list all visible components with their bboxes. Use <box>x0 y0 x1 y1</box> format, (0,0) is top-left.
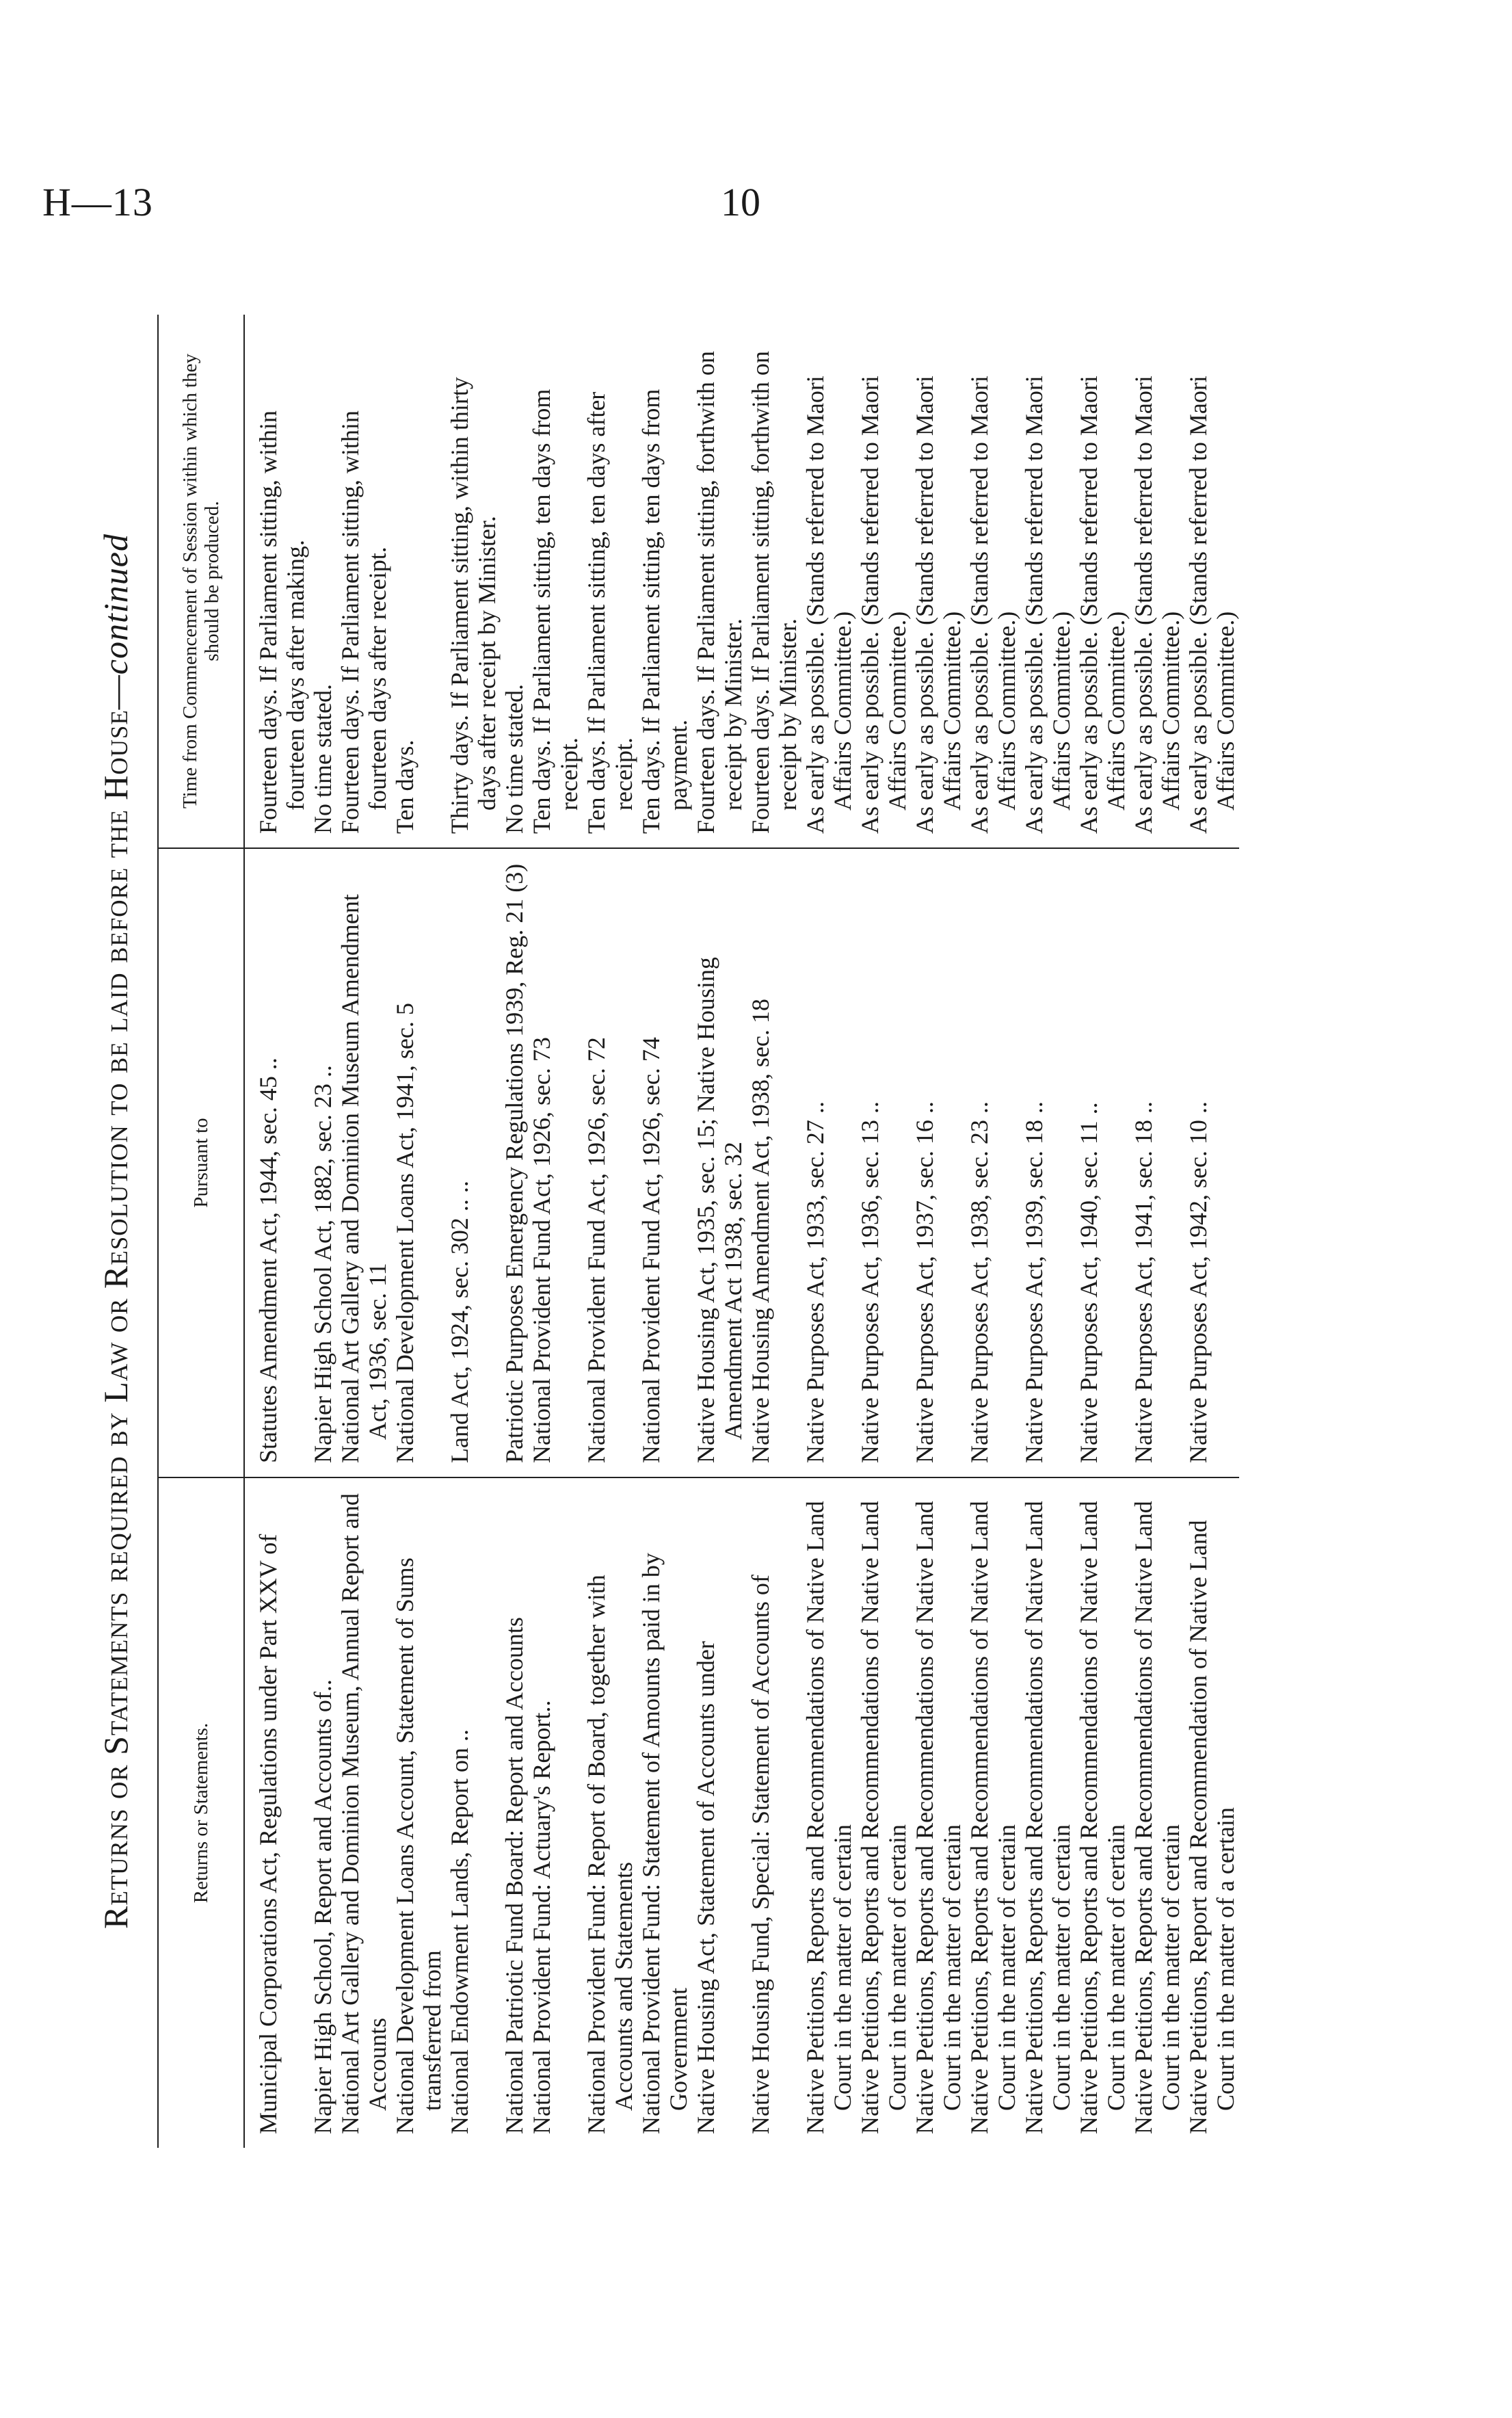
page-number: 10 <box>721 180 760 224</box>
cell-pursuant: Statutes Amendment Act, 1944, sec. 45 .. <box>244 848 309 1477</box>
cell-returns: National Provident Fund: Statement of Amounts paid in by Government <box>637 1553 692 2134</box>
cell-pursuant: National Provident Fund Act, 1926, sec. 73 <box>528 848 583 1477</box>
cell-pursuant: Native Housing Amendment Act, 1938, sec. 18 <box>747 848 801 1477</box>
cell-returns: National Provident Fund: Report of Board, together with Accounts and Statements <box>583 1575 637 2134</box>
table-row <box>1130 315 1184 2148</box>
cell-time: Fourteen days. If Parliament sitting, within fourteen days after receipt. <box>336 315 391 848</box>
cell-pursuant: Native Purposes Act, 1940, sec. 11 .. <box>1075 848 1130 1477</box>
cell-returns: Native Petitions, Reports and Recommendations of Native Land Court in the matter of certain <box>1075 1501 1130 2134</box>
table-header-row <box>158 315 244 2148</box>
cell-returns: Native Petitions, Reports and Recommendations of Native Land Court in the matter of certain <box>911 1501 966 2134</box>
cell-time: Ten days. If Parliament sitting, ten days from payment. <box>637 315 692 848</box>
page-header-code: H—13 <box>42 180 153 224</box>
cell-returns: National Provident Fund: Actuary's Report.. <box>528 1700 555 2134</box>
cell-pursuant: National Art Gallery and Dominion Museum Amendment Act, 1936, sec. 11 <box>336 848 391 1477</box>
cell-time: As early as possible. (Stands referred to Maori Affairs Committee.) <box>911 315 966 848</box>
cell-time: No time stated. <box>501 315 528 848</box>
cell-returns: Native Petitions, Reports and Recommendations of Native Land Court in the matter of certain <box>1130 1501 1184 2134</box>
cell-time: As early as possible. (Stands referred to Maori Affairs Committee.) <box>1130 315 1184 848</box>
cell-time: Fourteen days. If Parliament sitting, forthwith on receipt by Minister. <box>747 315 801 848</box>
table-title <box>96 315 135 2148</box>
table-body <box>244 315 1239 2148</box>
cell-returns: Native Petitions, Reports and Recommendations of Native Land Court in the matter of certain <box>801 1501 856 2134</box>
cell-returns: National Endowment Lands, Report on .. <box>446 1729 473 2134</box>
cell-returns: Native Housing Act, Statement of Accounts under <box>692 1641 719 2134</box>
cell-returns: Native Petitions, Reports and Recommendations of Native Land Court in the matter of certain <box>1020 1501 1075 2134</box>
cell-time: As early as possible. (Stands referred to Maori Affairs Committee.) <box>1184 315 1239 848</box>
table-row <box>446 315 501 2148</box>
table-row <box>244 315 309 2148</box>
cell-pursuant: Native Housing Act, 1935, sec. 15; Native Housing Amendment Act 1938, sec. 32 <box>692 848 747 1477</box>
title-continued: continued <box>96 534 135 675</box>
cell-time: Ten days. <box>391 315 446 848</box>
cell-pursuant: Land Act, 1924, sec. 302 .. .. <box>446 848 501 1477</box>
cell-returns: Napier High School, Report and Accounts of.. <box>309 1679 336 2134</box>
table-row <box>911 315 966 2148</box>
cell-pursuant: Native Purposes Act, 1939, sec. 18 .. <box>1020 848 1075 1477</box>
column-header-pursuant: Pursuant to <box>158 848 244 1477</box>
cell-returns: Native Petitions, Report and Recommendation of Native Land Court in the matter of a certain <box>1184 1520 1239 2134</box>
cell-time: As early as possible. (Stands referred to Maori Affairs Committee.) <box>1075 315 1130 848</box>
cell-time: As early as possible. (Stands referred to Maori Affairs Committee.) <box>856 315 911 848</box>
returns-table <box>157 315 1239 2148</box>
table-row <box>966 315 1020 2148</box>
table-row <box>692 315 747 2148</box>
table-row <box>528 315 583 2148</box>
cell-time: As early as possible. (Stands referred to Maori Affairs Committee.) <box>1020 315 1075 848</box>
cell-time: Thirty days. If Parliament sitting, within thirty days after receipt by Minister. <box>446 315 501 848</box>
cell-pursuant: National Development Loans Act, 1941, sec. 5 <box>391 848 446 1477</box>
cell-pursuant: Native Purposes Act, 1937, sec. 16 .. <box>911 848 966 1477</box>
cell-time: As early as possible. (Stands referred to Maori Affairs Committee.) <box>801 315 856 848</box>
cell-pursuant: Native Purposes Act, 1941, sec. 18 .. <box>1130 848 1184 1477</box>
table-row <box>747 315 801 2148</box>
table-row <box>801 315 856 2148</box>
cell-returns: National Art Gallery and Dominion Museum, Annual Report and Accounts <box>336 1493 391 2134</box>
cell-time: Ten days. If Parliament sitting, ten days from receipt. <box>528 315 583 848</box>
cell-time: No time stated. <box>309 315 336 848</box>
table-row <box>1020 315 1075 2148</box>
table-row <box>583 315 637 2148</box>
cell-pursuant: Patriotic Purposes Emergency Regulations 1939, Reg. 21 (3) <box>501 848 528 1477</box>
cell-time: Ten days. If Parliament sitting, ten days after receipt. <box>583 315 637 848</box>
column-header-time: Time from Commencement of Session within which they should be produced. <box>158 315 244 848</box>
cell-pursuant: Native Purposes Act, 1933, sec. 27 .. <box>801 848 856 1477</box>
table-row <box>391 315 446 2148</box>
table-row <box>856 315 911 2148</box>
cell-pursuant: Native Purposes Act, 1938, sec. 23 .. <box>966 848 1020 1477</box>
cell-pursuant: Native Purposes Act, 1936, sec. 13 .. <box>856 848 911 1477</box>
rotated-table-container <box>96 315 1395 2148</box>
table-row <box>1184 315 1239 2148</box>
cell-pursuant: National Provident Fund Act, 1926, sec. 72 <box>583 848 637 1477</box>
column-header-returns: Returns or Statements. <box>158 1477 244 2148</box>
cell-time: Fourteen days. If Parliament sitting, within fourteen days after making. <box>244 315 309 848</box>
title-main: Returns or Statements required by Law or Resolution to be laid before the House— <box>96 674 135 1929</box>
cell-returns: Municipal Corporations Act, Regulations under Part XXV of <box>254 1534 282 2134</box>
cell-pursuant: National Provident Fund Act, 1926, sec. 74 <box>637 848 692 1477</box>
cell-returns: Native Petitions, Reports and Recommendations of Native Land Court in the matter of certain <box>966 1501 1020 2134</box>
cell-returns: Native Housing Fund, Special: Statement of Accounts of <box>747 1575 774 2134</box>
cell-pursuant: Native Purposes Act, 1942, sec. 10 .. <box>1184 848 1239 1477</box>
cell-pursuant: Napier High School Act, 1882, sec. 23 .. <box>309 848 336 1477</box>
cell-returns: Native Petitions, Reports and Recommendations of Native Land Court in the matter of certain <box>856 1501 911 2134</box>
table-row <box>309 315 336 2148</box>
table-row <box>637 315 692 2148</box>
cell-time: Fourteen days. If Parliament sitting, forthwith on receipt by Minister. <box>692 315 747 848</box>
cell-returns: National Patriotic Fund Board: Report and Accounts <box>501 1617 528 2134</box>
table-row <box>336 315 391 2148</box>
cell-time: As early as possible. (Stands referred to Maori Affairs Committee.) <box>966 315 1020 848</box>
table-row <box>1075 315 1130 2148</box>
table-row <box>501 315 528 2148</box>
cell-returns: National Development Loans Account, Statement of Sums transferred from <box>391 1558 446 2134</box>
